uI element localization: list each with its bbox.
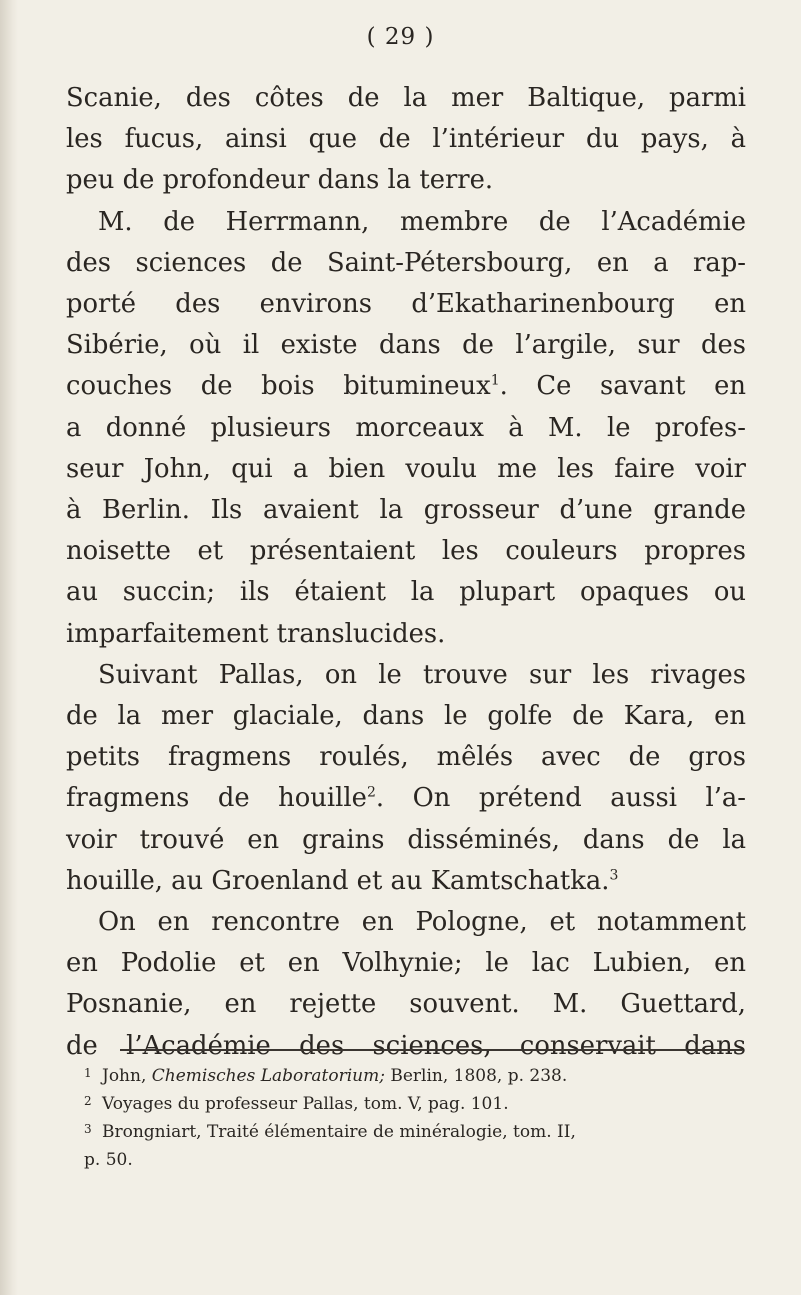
footnote-1 xyxy=(84,1062,744,1090)
text-line: Suivant Pallas, on le trouve sur les rivages xyxy=(98,659,746,690)
footnote-text: Brongniart, Traité élémentaire de minéralogie, tom. II, xyxy=(102,1122,576,1142)
text-line: porté des environs d’Ekatharinenbourg en xyxy=(66,289,746,320)
text-line: des sciences de Saint-Pétersbourg, en a rap- xyxy=(66,247,746,278)
footnote-2 xyxy=(84,1090,744,1118)
text-line: voir trouvé en grains disséminés, dans de la xyxy=(66,824,746,855)
text-line xyxy=(66,778,746,819)
text-line: M. de Herrmann, membre de l’Académie xyxy=(98,206,746,237)
body-text xyxy=(66,78,746,1067)
text-line: Sibérie, où il existe dans de l’argile, sur des xyxy=(66,330,746,361)
footnote-3-continuation: p. 50. xyxy=(84,1150,133,1170)
text-segment: fragmens de houille xyxy=(66,783,367,814)
footnote-ref-1: 1 xyxy=(490,372,500,389)
text-segment: . On prétend aussi l’a- xyxy=(375,783,747,814)
text-line: Scanie, des côtes de la mer Baltique, parmi xyxy=(66,83,746,113)
text-line: noisette et présentaient les couleurs propres xyxy=(66,536,746,567)
footnote-title: Chemisches Laboratorium; xyxy=(151,1066,385,1086)
text-segment: . Ce savant en xyxy=(499,371,746,402)
footnote-ref-3: 3 xyxy=(609,867,619,884)
text-line: imparfaitement translucides. xyxy=(66,618,446,649)
text-line: Posnanie, en rejette souvent. M. Guettard, xyxy=(66,989,746,1020)
text-segment: houille, au Groenland et au Kamtschatka. xyxy=(66,865,610,896)
text-line: de la mer glaciale, dans le golfe de Kara, en xyxy=(66,701,746,732)
text-line: en Podolie et en Volhynie; le lac Lubien, en xyxy=(66,948,746,979)
footnotes xyxy=(84,1062,744,1174)
text-line: au succin; ils étaient la plupart opaques ou xyxy=(66,577,746,608)
text-line: petits fragmens roulés, mêlés avec de gros xyxy=(66,742,746,773)
footnote-text: John, xyxy=(102,1066,152,1086)
footnote-text: Berlin, 1808, p. 238. xyxy=(384,1066,568,1086)
text-line xyxy=(66,861,746,902)
footnote-3 xyxy=(84,1118,744,1146)
footnote-mark: 1 xyxy=(84,1066,92,1080)
footnote-ref-2: 2 xyxy=(366,784,376,801)
footnote-divider xyxy=(120,1049,742,1051)
page-number: ( 29 ) xyxy=(366,24,435,50)
text-line: à Berlin. Ils avaient la grosseur d’une grande xyxy=(66,495,746,526)
text-line: les fucus, ainsi que de l’intérieur du pays, à xyxy=(66,124,746,155)
text-line: de l’Académie des sciences, conservait dans xyxy=(66,1030,746,1061)
text-segment: couches de bois bitumineux xyxy=(66,371,491,402)
text-line: peu de profondeur dans la terre. xyxy=(66,165,494,196)
footnote-text: Voyages du professeur Pallas, tom. V, pag. 101. xyxy=(102,1094,509,1114)
text-line: seur John, qui a bien voulu me les faire voir xyxy=(66,453,746,484)
page-edge-shadow xyxy=(0,0,18,1295)
footnote-mark: 3 xyxy=(84,1122,92,1136)
text-line xyxy=(66,366,746,407)
text-line: a donné plusieurs morceaux à M. le profes- xyxy=(66,412,746,443)
text-line: On en rencontre en Pologne, et notamment xyxy=(98,907,746,938)
footnote-mark: 2 xyxy=(84,1094,92,1108)
